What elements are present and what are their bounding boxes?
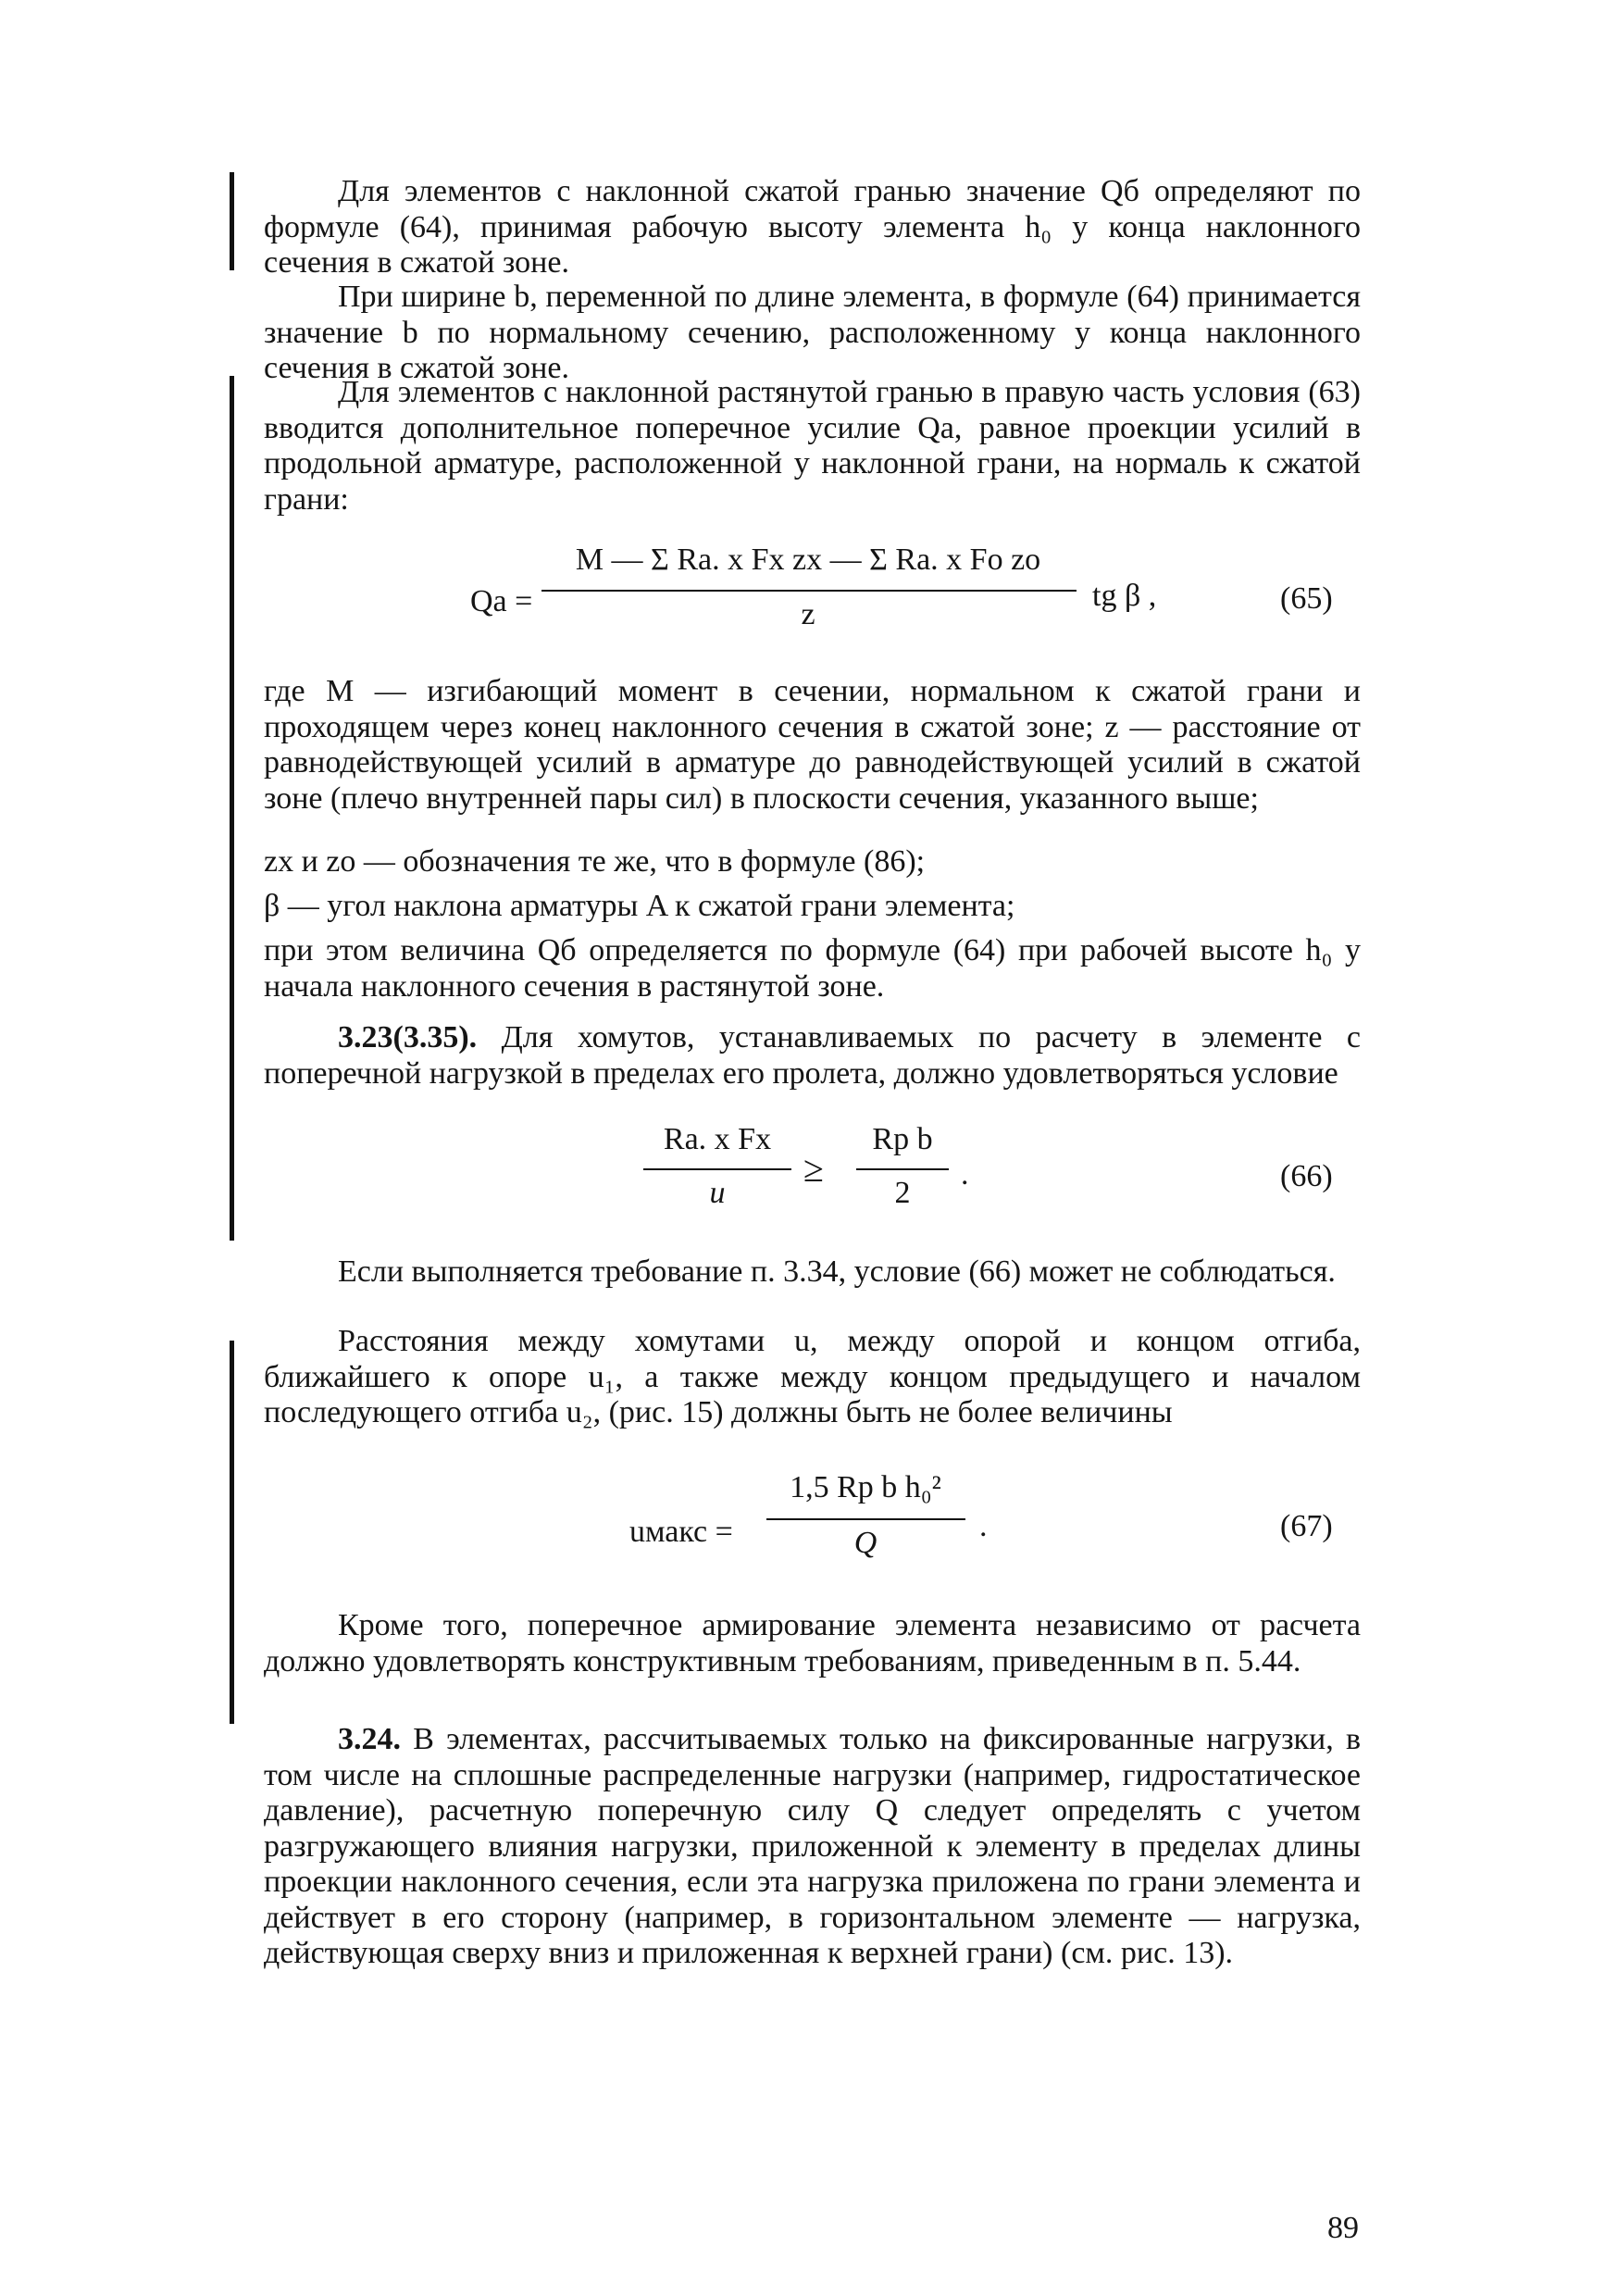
formula-65-lhs: Qа = — [470, 584, 533, 618]
formula-66-denominator-right: 2 — [894, 1176, 911, 1210]
formula-67-tail: . — [979, 1509, 988, 1543]
formula-67-numerator: 1,5 Rр b h₀² — [790, 1470, 941, 1504]
formula-66-label: (66) — [1280, 1159, 1333, 1193]
paragraph-6: β — угол наклона арматуры A к сжатой грани элемента; — [264, 889, 1015, 923]
paragraph-11: Кроме того, поперечное армирование элемента независимо от расчета должно удовлетворять конструктивным требованиям, приведенным в п. 5.44. — [264, 1608, 1361, 1678]
formula-65-denominator: z — [801, 597, 815, 631]
formula-66-denominator-left: u — [709, 1176, 726, 1210]
paragraph-1: Для элементов с наклонной сжатой гранью значение Qб определяют по формуле (64), принимая рабочую высоту элемента h₀ у конца наклонного сечения в сжатой зоне. — [264, 174, 1361, 280]
paragraph-3: Для элементов с наклонной растянутой гранью в правую часть условия (63) вводится дополнительное поперечное усилие Qа, равное проекции усилий в продольной арматуре, расположенной у наклонной грани, на нормаль к сжатой грани: — [264, 375, 1361, 517]
margin-bar-3 — [230, 1341, 234, 1724]
formula-65-label: (65) — [1280, 581, 1333, 616]
paragraph-7: при этом величина Qб определяется по формуле (64) при рабочей высоте h₀ у начала наклонного сечения в растянутой зоне. — [264, 933, 1361, 1004]
formula-67-fraction-line — [766, 1518, 965, 1520]
formula-66-fraction-line-left — [643, 1168, 791, 1170]
formula-66-tail: . — [961, 1157, 969, 1192]
paragraph-2: При ширине b, переменной по длине элемента, в формуле (64) принимается значение b по нормальному сечению, расположенному у конца наклонного сечения в сжатой зоне. — [264, 280, 1361, 385]
formula-66-fraction-line-right — [856, 1168, 949, 1170]
paragraph-12 — [264, 1722, 1361, 1972]
paragraph-9: Если выполняется требование п. 3.34, условие (66) может не соблюдаться. — [338, 1254, 1336, 1289]
formula-66-relation: ≥ — [803, 1148, 824, 1190]
paragraph-5: zх и zо — обозначения те же, что в формуле (86); — [264, 844, 926, 879]
formula-65-fraction-line — [541, 590, 1077, 592]
paragraph-10: Расстояния между хомутами u, между опорой и концом отгиба, ближайшего к опоре u₁, а также между концом предыдущего и началом последующего отгиба u₂, (рис. 15) должны быть не более величины — [264, 1324, 1361, 1429]
margin-bar-2 — [230, 376, 234, 1241]
section-number-3-23: 3.23(3.35). — [338, 1020, 478, 1054]
formula-66-numerator-left: Rа. х Fх — [663, 1122, 772, 1156]
page-number: 89 — [1327, 2211, 1359, 2245]
margin-bar-1 — [230, 172, 234, 270]
formula-67-lhs: uмакс = — [629, 1515, 733, 1549]
paragraph-4: где M — изгибающий момент в сечении, нормальном к сжатой грани и проходящем через конец наклонного сечения в сжатой зоне; z — расстояние от равнодействующей усилий в арматуре до равнодействующей усилий в сжатой зоне (плечо внутренней пары сил) в плоскости сечения, указанного выше; — [264, 674, 1361, 816]
formula-66-numerator-right: Rр b — [872, 1122, 933, 1156]
formula-67-denominator: Q — [853, 1526, 877, 1560]
paragraph-8 — [264, 1020, 1361, 1092]
section-number-3-24: 3.24. — [338, 1722, 401, 1756]
formula-65-tail: tg β , — [1092, 579, 1157, 613]
formula-65-numerator: M — Σ Rа. х Fх zх — Σ Rа. х Fо zо — [575, 543, 1041, 577]
formula-67-label: (67) — [1280, 1509, 1333, 1543]
paragraph-12-text: В элементах, рассчитываемых только на фиксированные нагрузки, в том числе на сплошные распределенные нагрузки (например, гидростатическое давление), расчетную поперечную силу Q следует определять с учетом разгружающего влияния нагрузки, приложенной к элементу в пределах длины проекции наклонного сечения, если эта нагрузка приложена по грани элемента и действует в его сторону (например, в горизонтальном элементе — нагрузка, действующая сверху вниз и приложенная к верхней грани) (см. рис. 13). — [264, 1722, 1361, 1970]
paragraph-8-text: Для хомутов, устанавливаемых по расчету в элементе с поперечной нагрузкой в пределах его пролета, должно удовлетворяться условие — [264, 1020, 1361, 1091]
